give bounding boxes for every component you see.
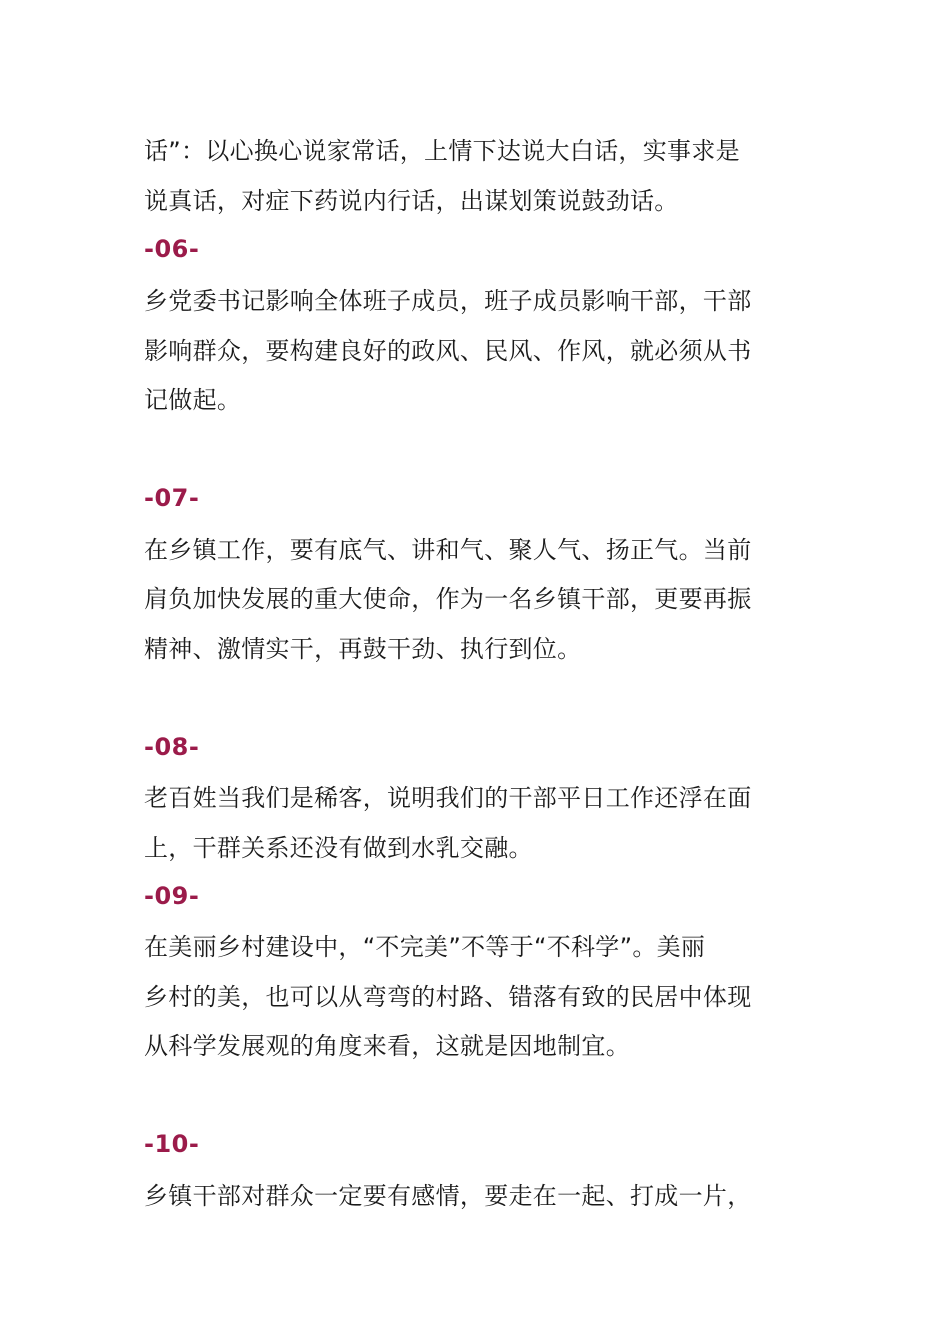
section-number: -10- (144, 1130, 200, 1158)
section-number: -06- (144, 235, 200, 263)
paragraph-line: 精神、激情实干，再鼓干劲、执行到位。 (144, 635, 582, 663)
paragraph-line: 上，干群关系还没有做到水乳交融。 (144, 834, 533, 862)
paragraph-line: 影响群众，要构建良好的政风、民风、作风，就必须从书 (144, 337, 752, 365)
paragraph-line: 记做起。 (144, 386, 242, 414)
paragraph-line: 从科学发展观的角度来看，这就是因地制宜。 (144, 1032, 630, 1060)
paragraph-line: 说真话，对症下药说内行话，出谋划策说鼓劲话。 (144, 187, 679, 215)
paragraph-line: 乡村的美，也可以从弯弯的村路、错落有致的民居中体现 (144, 983, 752, 1011)
paragraph-line: 老百姓当我们是稀客，说明我们的干部平日工作还浮在面 (144, 784, 752, 812)
paragraph-line: 肩负加快发展的重大使命，作为一名乡镇干部，更要再振 (144, 585, 752, 613)
section-number: -07- (144, 484, 200, 512)
paragraph-line: 话”：以心换心说家常话，上情下达说大白话，实事求是 (144, 137, 740, 165)
section-number: -08- (144, 733, 200, 761)
paragraph-line: 在美丽乡村建设中，“不完美”不等于“不科学”。美丽 (144, 933, 706, 961)
paragraph-line: 在乡镇工作，要有底气、讲和气、聚人气、扬正气。当前 (144, 536, 752, 564)
section-number: -09- (144, 882, 200, 910)
paragraph-line: 乡镇干部对群众一定要有感情，要走在一起、打成一片， (144, 1182, 752, 1210)
paragraph-line: 乡党委书记影响全体班子成员，班子成员影响干部，干部 (144, 287, 752, 315)
